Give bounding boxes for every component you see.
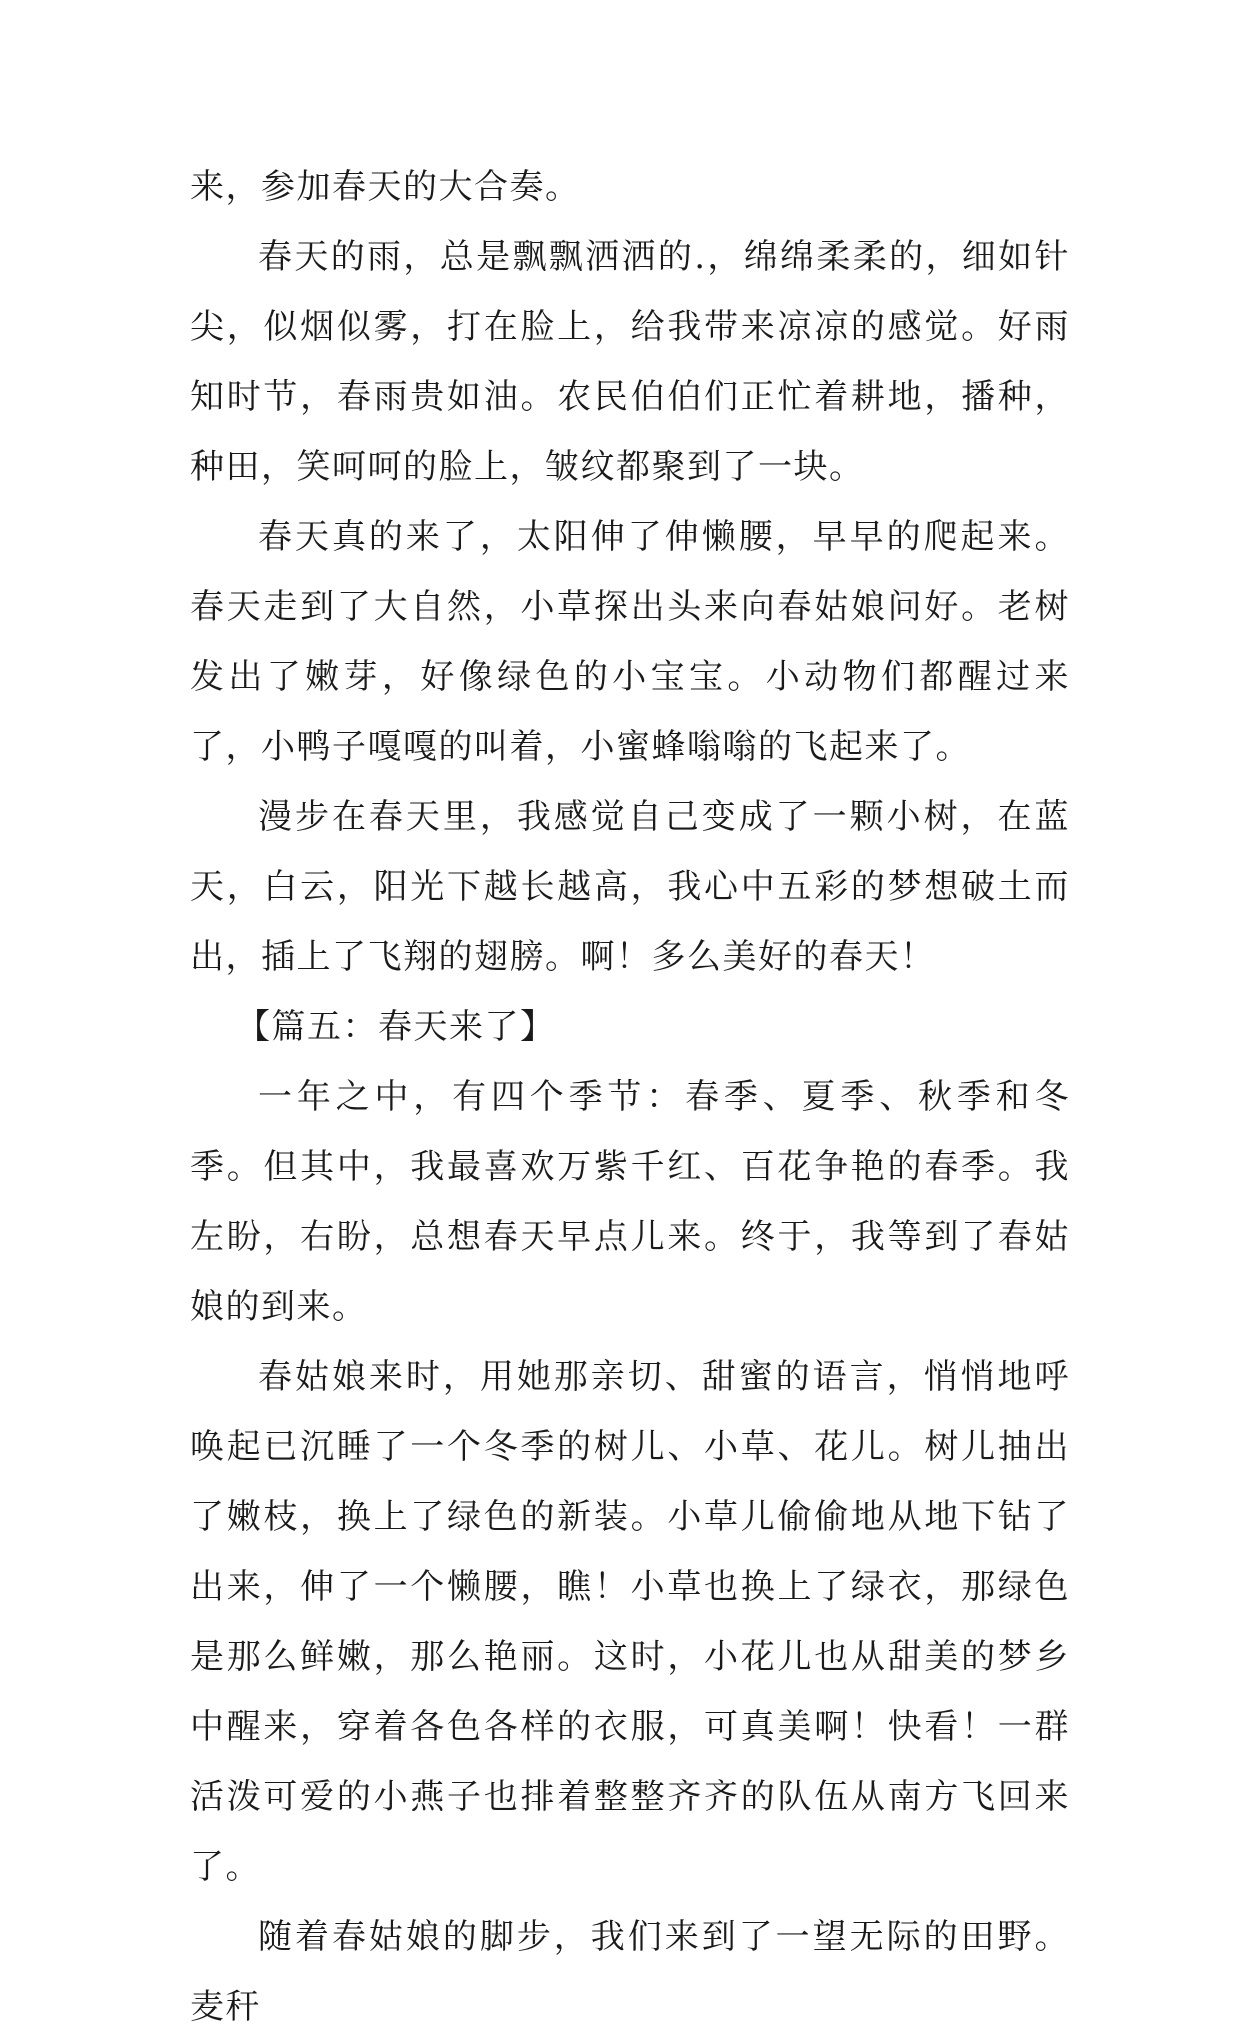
paragraph-continuation: 来，参加春天的大合奏。 [190, 167, 581, 207]
paragraph-stroll-in-spring: 漫步在春天里，我感觉自己变成了一颗小树，在蓝天，白云，阳光下越长越高，我心中五彩的梦想破土而出，插上了飞翔的翅膀。啊！多么美好的春天！ [190, 797, 1070, 977]
paragraph-spring-rain: 春天的雨，总是飘飘洒洒的.，绵绵柔柔的，细如针尖，似烟似雾，打在脸上，给我带来凉凉的感觉。好雨知时节，春雨贵如油。农民伯伯们正忙着耕地，播种，种田，笑呵呵的脸上，皱纹都聚到了一块。 [190, 237, 1070, 487]
section-heading: 【篇五：春天来了】 [236, 1007, 556, 1047]
paragraph-four-seasons: 一年之中，有四个季节：春季、夏季、秋季和冬季。但其中，我最喜欢万紫千红、百花争艳的春季。我左盼，右盼，总想春天早点儿来。终于，我等到了春姑娘的到来。 [190, 1077, 1070, 1327]
paragraph-fields: 随着春姑娘的脚步，我们来到了一望无际的田野。麦秆 [190, 1917, 1070, 2027]
paragraph-spring-girl: 春姑娘来时，用她那亲切、甜蜜的语言，悄悄地呼唤起已沉睡了一个冬季的树儿、小草、花儿。树儿抽出了嫩枝，换上了绿色的新装。小草儿偷偷地从地下钻了出来，伸了一个懒腰，瞧！小草也换上了绿衣，那绿色是那么鲜嫩，那么艳丽。这时，小花儿也从甜美的梦乡中醒来，穿着各色各样的衣服，可真美啊！快看！一群活泼可爱的小燕子也排着整整齐齐的队伍从南方飞回来了。 [190, 1357, 1070, 1887]
document-body [190, 152, 1070, 2042]
paragraph-spring-arrives: 春天真的来了，太阳伸了伸懒腰，早早的爬起来。春天走到了大自然，小草探出头来向春姑娘问好。老树发出了嫩芽，好像绿色的小宝宝。小动物们都醒过来了，小鸭子嘎嘎的叫着，小蜜蜂嗡嗡的飞起来了。 [190, 517, 1070, 767]
